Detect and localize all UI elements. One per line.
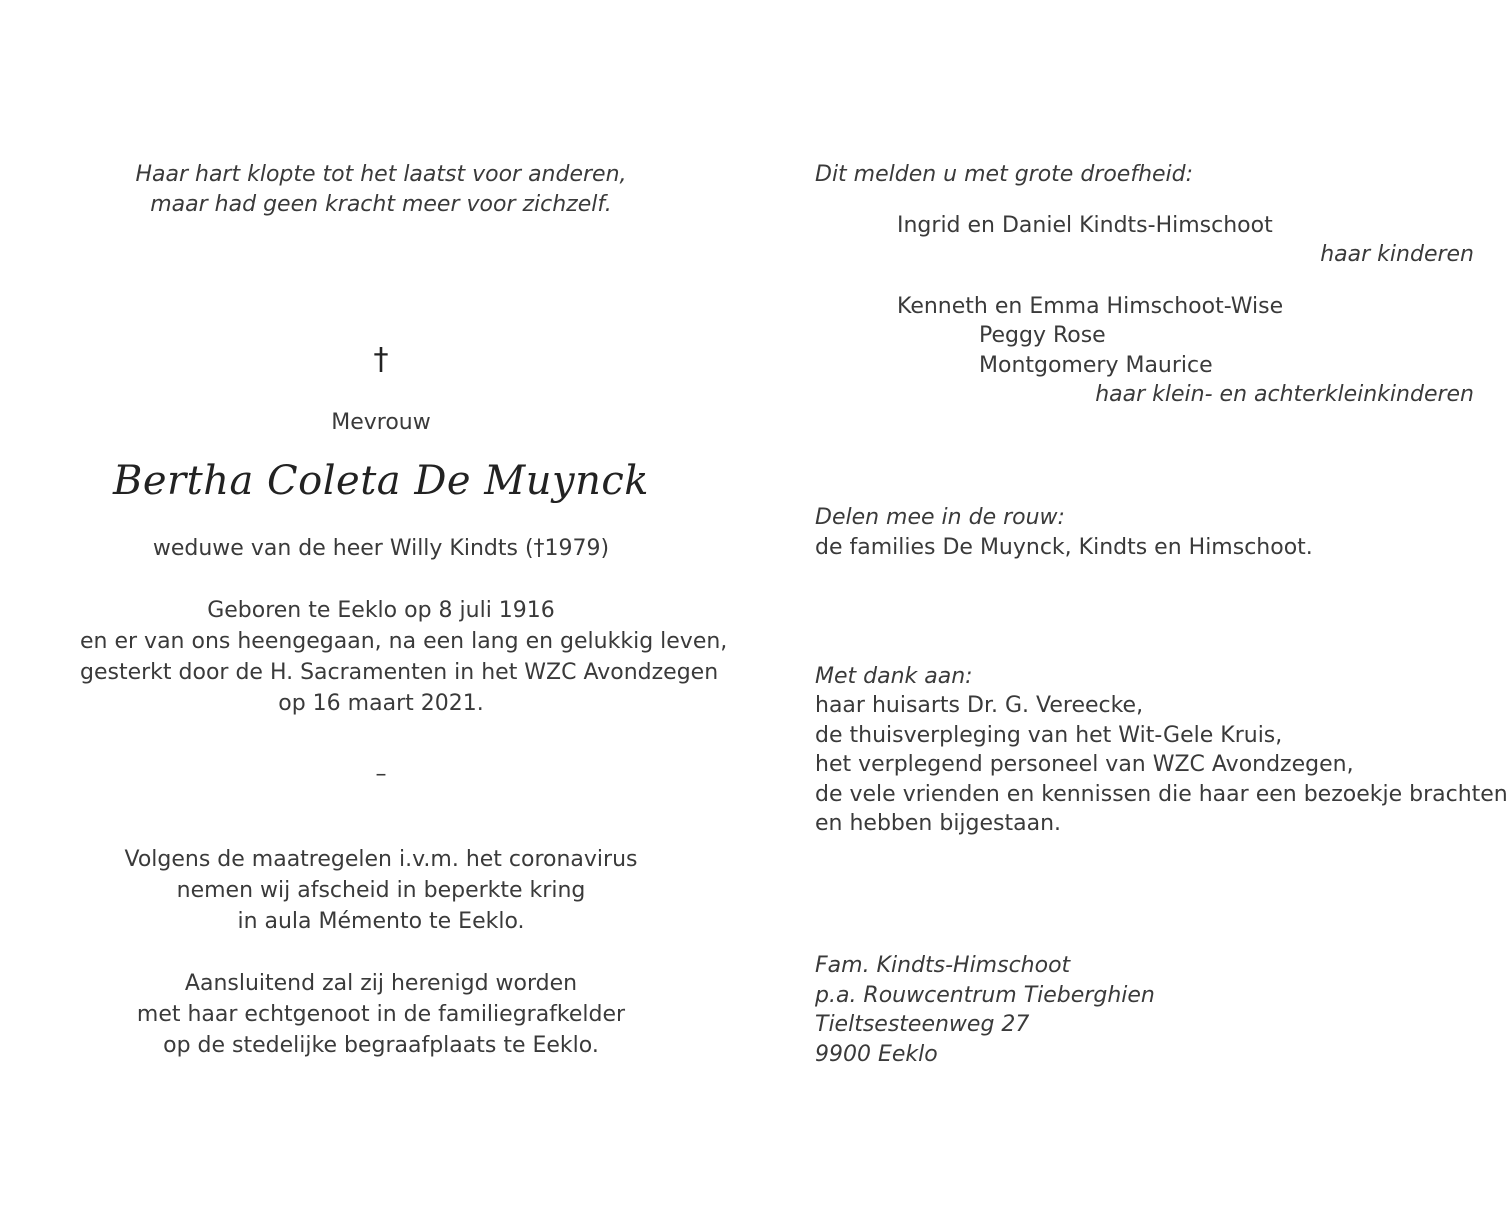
thanks-list — [815, 691, 1508, 839]
life-line: gesterkt door de H. Sacramenten in het WZC Avondzegen — [80, 660, 719, 685]
burial-line: Aansluitend zal zij herenigd worden — [184, 971, 578, 996]
address-line: p.a. Rouwcentrum Tieberghien — [815, 982, 1155, 1008]
grandchildren-names: Kenneth en Emma Himschoot-Wise — [897, 294, 1284, 319]
life-line: op 16 maart 2021. — [278, 691, 484, 716]
children-label: haar kinderen — [1320, 242, 1474, 267]
deceased-name: Bertha Coleta De Muynck — [112, 458, 650, 504]
thanks-line: de thuisverpleging van het Wit-Gele Kruis, — [815, 722, 1283, 748]
burial-line: met haar echtgenoot in de familiegrafkelder — [136, 1002, 626, 1027]
life-line: Geboren te Eeklo op 8 juli 1916 — [207, 598, 555, 623]
family-address — [815, 951, 1155, 1069]
address-line: 9900 Eeklo — [815, 1041, 938, 1067]
thanks-line: haar huisarts Dr. G. Vereecke, — [815, 693, 1144, 718]
grandchildren-label: haar klein- en achterkleinkinderen — [1095, 382, 1474, 407]
cross-icon: † — [373, 342, 389, 377]
farewell-line: nemen wij afscheid in beperkte kring — [176, 878, 586, 903]
salutation: Mevrouw — [331, 410, 431, 435]
mourning-families: de families De Muynck, Kindts en Himschoot. — [815, 535, 1313, 560]
thanks-line: het verplegend personeel van WZC Avondzegen, — [815, 752, 1354, 778]
great-grandchild-name: Montgomery Maurice — [979, 353, 1213, 378]
burial-text — [80, 968, 682, 1061]
thanks-intro: Met dank aan: — [815, 664, 973, 689]
quote-line: Haar hart klopte tot het laatst voor anderen, — [135, 162, 627, 187]
quote-line: maar had geen kracht meer voor zichzelf. — [150, 192, 612, 217]
burial-line: op de stedelijke begraafplaats te Eeklo. — [163, 1033, 599, 1058]
great-grandchild-name: Peggy Rose — [979, 323, 1106, 348]
widow-line: weduwe van de heer Willy Kindts (†1979) — [152, 536, 610, 561]
children-names: Ingrid en Daniel Kindts-Himschoot — [897, 213, 1273, 238]
life-line: en er van ons heengegaan, na een lang en gelukkig leven, — [80, 629, 728, 654]
address-line: Tieltsesteenweg 27 — [815, 1012, 1030, 1037]
announcement-intro: Dit melden u met grote droefheid: — [815, 162, 1194, 187]
mourning-intro: Delen mee in de rouw: — [815, 505, 1065, 530]
farewell-line: in aula Mémento te Eeklo. — [237, 909, 525, 934]
farewell-text — [80, 844, 682, 937]
thanks-line: en hebben bijgestaan. — [815, 811, 1062, 837]
thanks-line: de vele vrienden en kennissen die haar een bezoekje brachten — [815, 781, 1508, 807]
address-line: Fam. Kindts-Himschoot — [815, 953, 1071, 978]
opening-quote — [80, 160, 682, 220]
farewell-line: Volgens de maatregelen i.v.m. het coronavirus — [124, 847, 638, 872]
life-details — [80, 595, 728, 719]
separator-dash: – — [375, 762, 387, 787]
